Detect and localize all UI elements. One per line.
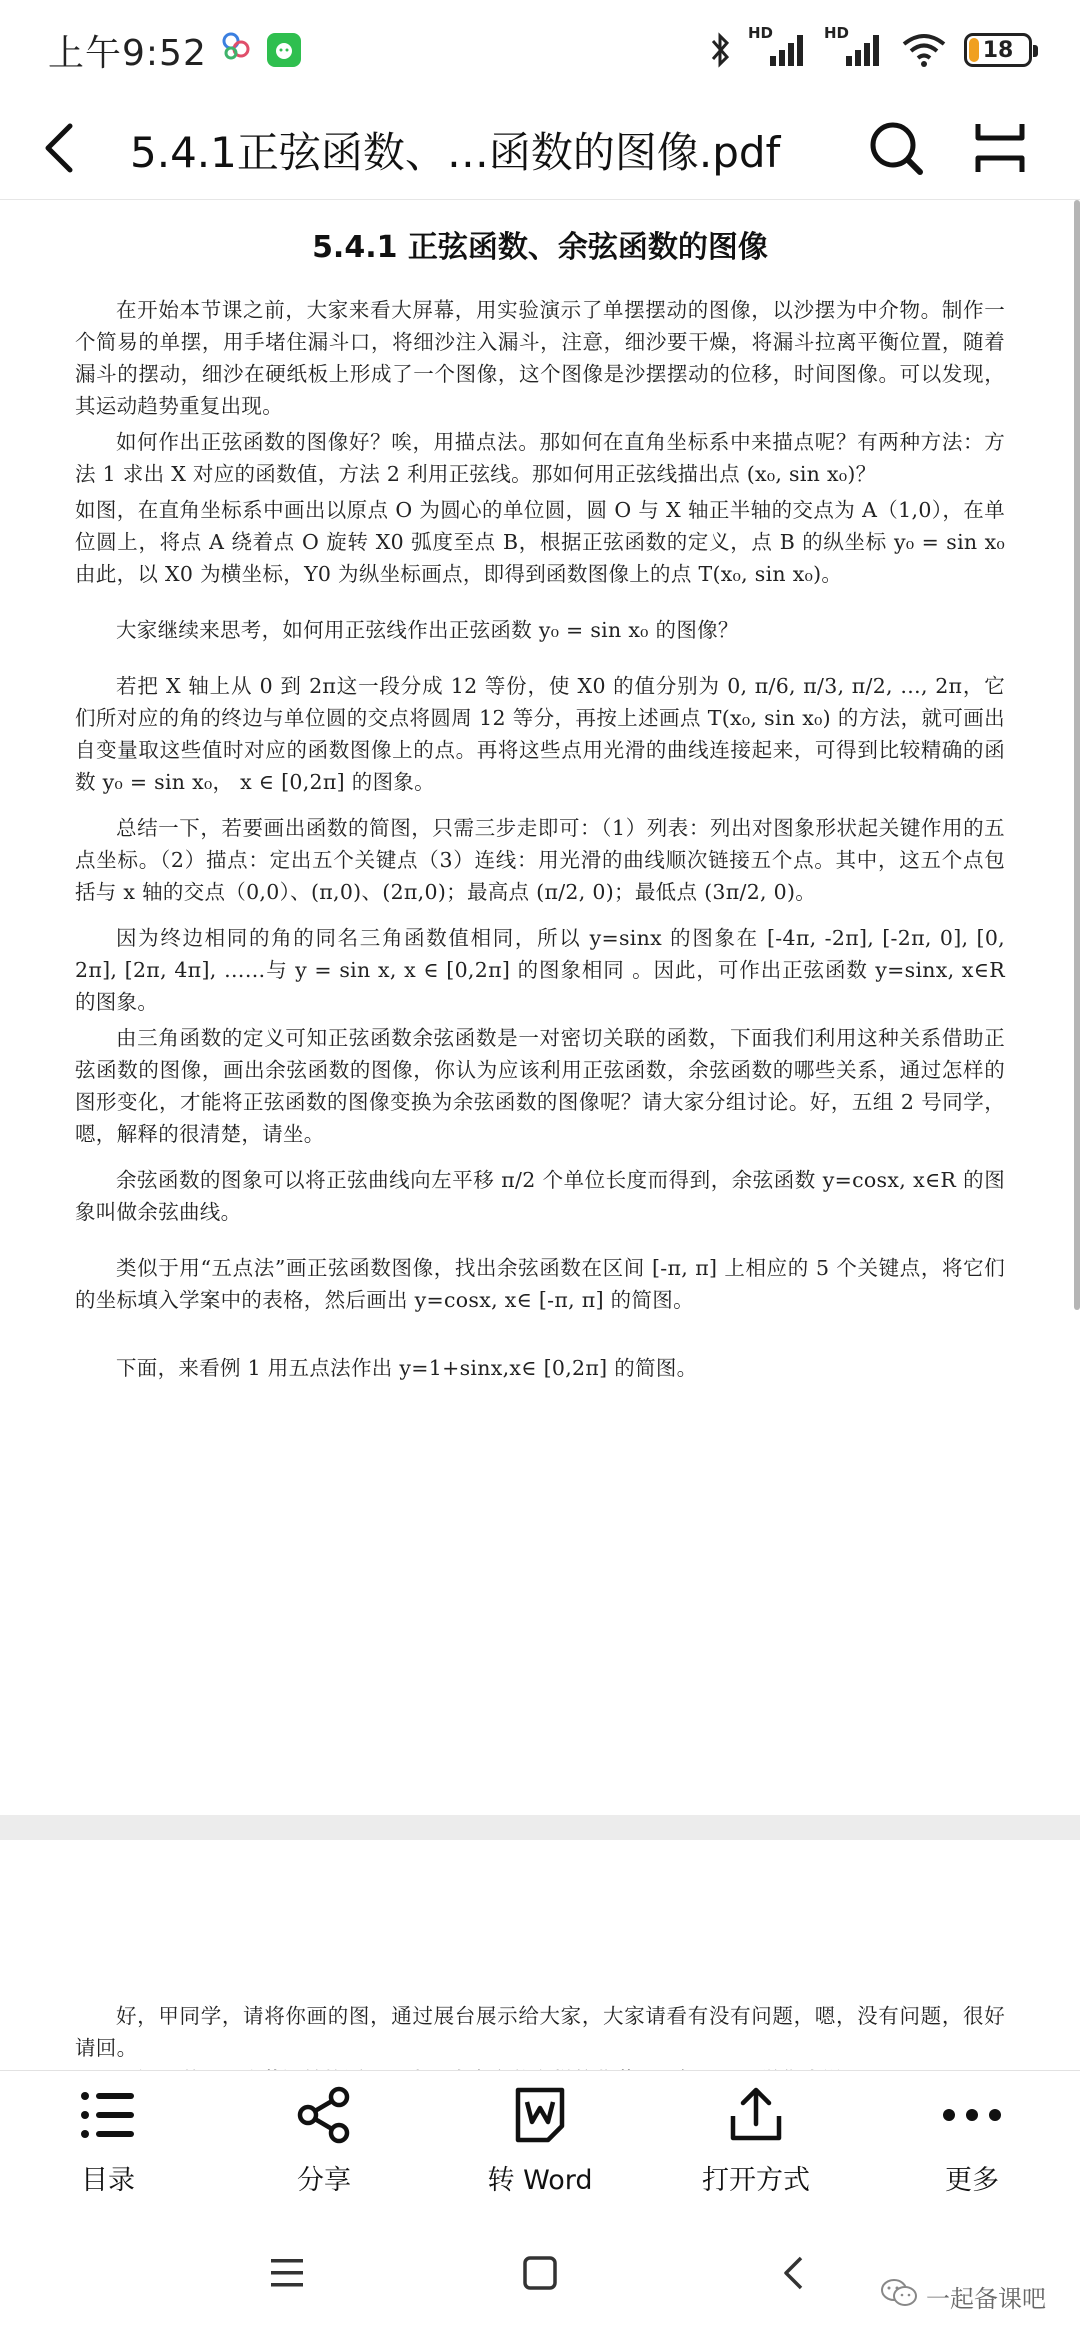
home-nav-button[interactable]: [500, 2235, 580, 2315]
convert-word-label: 转 Word: [487, 2165, 593, 2196]
list-icon: [80, 2084, 136, 2146]
paragraph: 好，甲同学，请将你画的图，通过展台展示给大家，大家请看有没有问题，嗯，没有问题，很好请回。: [75, 2004, 1005, 2060]
pdf-page-1: [0, 200, 1080, 1815]
document-viewer[interactable]: [0, 200, 1080, 2070]
paragraph: 在开始本节课之前，大家来看大屏幕，用实验演示了单摆摆动的图像，以沙摆为中介物。制作一个简易的单摆，用手堵住漏斗口，将细沙注入漏斗，注意，细沙要干燥，将漏斗拉离平衡位置，随着漏斗的摆动，细沙在硬纸板上形成了一个图像，这个图像是沙摆摆动的位移，时间图像。可以发现，其运动趋势重复出现。: [75, 298, 1005, 418]
hd-label-2: HD: [824, 24, 850, 42]
more-dots-icon: [941, 2084, 1003, 2146]
pdf-heading: 5.4.1 正弦函数、余弦函数的图像: [312, 230, 768, 265]
back-icon: [781, 2254, 805, 2296]
battery-level: 18: [982, 37, 1014, 63]
paragraph: 总结一下，若要画出函数的简图，只需三步走即可：（1）列表：列出对图象形状起关键作用的五点坐标。（2）描点：定出五个关键点（3）连线：用光滑的曲线顺次链接五个点。其中，这五个点包括与 x 轴的交点（0,0）、(π,0)、(2π,0)；最高点 (π/2, 0)；最低点 (3π/2, 0)。: [75, 816, 1005, 904]
hd-label: HD: [748, 24, 774, 42]
toc-label: 目录: [81, 2165, 135, 2196]
paragraph: 类似于用“五点法”画正弦函数图像，找出余弦函数在区间 [-π, π] 上相应的 5 个关键点，将它们的坐标填入学案中的表格，然后画出 y=cosx, x∈ [-π, π] 的简图。: [75, 1256, 1005, 1312]
watermark: [880, 2278, 1046, 2314]
paragraph: 下面，来看例 1 用五点法作出 y=1+sinx,x∈ [0,2π] 的简图。: [116, 1356, 698, 1380]
menu-icon: [269, 2257, 305, 2293]
paragraph: 大家继续来思考，如何用正弦线作出正弦函数 y₀ = sin x₀ 的图像？: [116, 618, 739, 642]
convert-word-button[interactable]: [440, 2084, 640, 2197]
status-bar: [0, 0, 1080, 100]
wifi-icon: [900, 32, 948, 68]
menu-nav-button[interactable]: [247, 2235, 327, 2315]
paragraph: 若把 X 轴上从 0 到 2π这一段分成 12 等份，使 X0 的值分别为 0, π/6, π/3, π/2, …, 2π，它们所对应的角的终边与单位圆的交点将圆周 12 等分，再按上述画点 T(x₀, sin x₀) 的方法，就可画出自变量取这些值时对应的函数图像上的点。再将这些点用光滑的曲线连接起来，可得到比较精确的函数 y₀ = sin x₀， x ∈ [0,2π] 的图象。: [75, 674, 1005, 794]
wechat-icon: [880, 2278, 918, 2314]
battery-icon: [964, 33, 1032, 67]
app-header: [0, 100, 1080, 200]
pdf-page-2: [0, 1840, 1080, 2080]
bluetooth-icon: [710, 31, 732, 69]
document-title: 5.4.1正弦函数、…函数的图像.pdf: [130, 127, 781, 177]
more-button[interactable]: [872, 2084, 1072, 2197]
back-button[interactable]: [40, 110, 120, 190]
cell-signal-icon: [748, 24, 808, 68]
bottom-toolbar: [0, 2070, 1080, 2210]
word-convert-icon: [512, 2084, 568, 2146]
paragraph: 余弦函数的图象可以将正弦曲线向左平移 π/2 个单位长度而得到，余弦函数 y=cosx, x∈R 的图象叫做余弦曲线。: [75, 1168, 1005, 1224]
page-view-icon: [970, 118, 1030, 182]
paragraph: 如图，在直角坐标系中画出以原点 O 为圆心的单位圆，圆 O 与 X 轴正半轴的交点为 A（1,0），在单位圆上，将点 A 绕着点 O 旋转 X0 弧度至点 B，根据正弦函数的定义，点 B 的纵坐标 y₀ = sin x₀ 由此，以 X0 为横坐标，Y0 为纵坐标画点，即得到函数图像上的点 T(x₀, sin x₀)。: [75, 498, 1005, 586]
wechat-app-icon: [267, 33, 301, 67]
cloud-app-icon: [219, 29, 253, 72]
share-button[interactable]: [224, 2084, 424, 2197]
toc-button[interactable]: [8, 2084, 208, 2197]
search-icon: [866, 118, 926, 182]
share-label: 分享: [297, 2165, 351, 2196]
paragraph: 由三角函数的定义可知正弦函数余弦函数是一对密切关联的函数，下面我们利用这种关系借助正弦函数的图像，画出余弦函数的图像，你认为应该利用正弦函数，余弦函数的哪些关系，通过怎样的图形变化，才能将正弦函数的图像变换为余弦函数的图像呢？请大家分组讨论。好，五组 2 号同学，嗯，解释的很清楚，请坐。: [75, 1026, 1005, 1146]
open-with-button[interactable]: [656, 2084, 856, 2197]
more-label: 更多: [945, 2165, 999, 2196]
back-nav-button[interactable]: [753, 2235, 833, 2315]
home-icon: [522, 2255, 558, 2295]
cell-signal-icon-2: [824, 24, 884, 68]
clock: 上午9:52: [48, 32, 207, 74]
watermark-text: 一起备课吧: [926, 2284, 1046, 2313]
paragraph: 如何作出正弦函数的图像好？唉，用描点法。那如何在直角坐标系中来描点呢？有两种方法：方法 1 求出 X 对应的函数值，方法 2 利用正弦线。那如何用正弦线描出点 (x₀, sin x₀)？: [75, 430, 1005, 486]
search-button[interactable]: [856, 110, 936, 190]
page-view-button[interactable]: [960, 110, 1040, 190]
back-arrow-icon: [40, 120, 80, 180]
share-icon: [295, 2084, 353, 2146]
system-nav-bar: [0, 2210, 1080, 2340]
open-with-label: 打开方式: [702, 2165, 810, 2196]
upload-icon: [728, 2084, 784, 2146]
scrollbar-thumb[interactable]: [1074, 200, 1080, 1310]
paragraph: 因为终边相同的角的同名三角函数值相同，所以 y=sinx 的图象在 [-4π, -2π], [-2π, 0], [0, 2π], [2π, 4π], ……与 y = sin x, x ∈ [0,2π] 的图象相同 。因此，可作出正弦函数 y=sinx, x∈R 的图象。: [75, 926, 1005, 1014]
